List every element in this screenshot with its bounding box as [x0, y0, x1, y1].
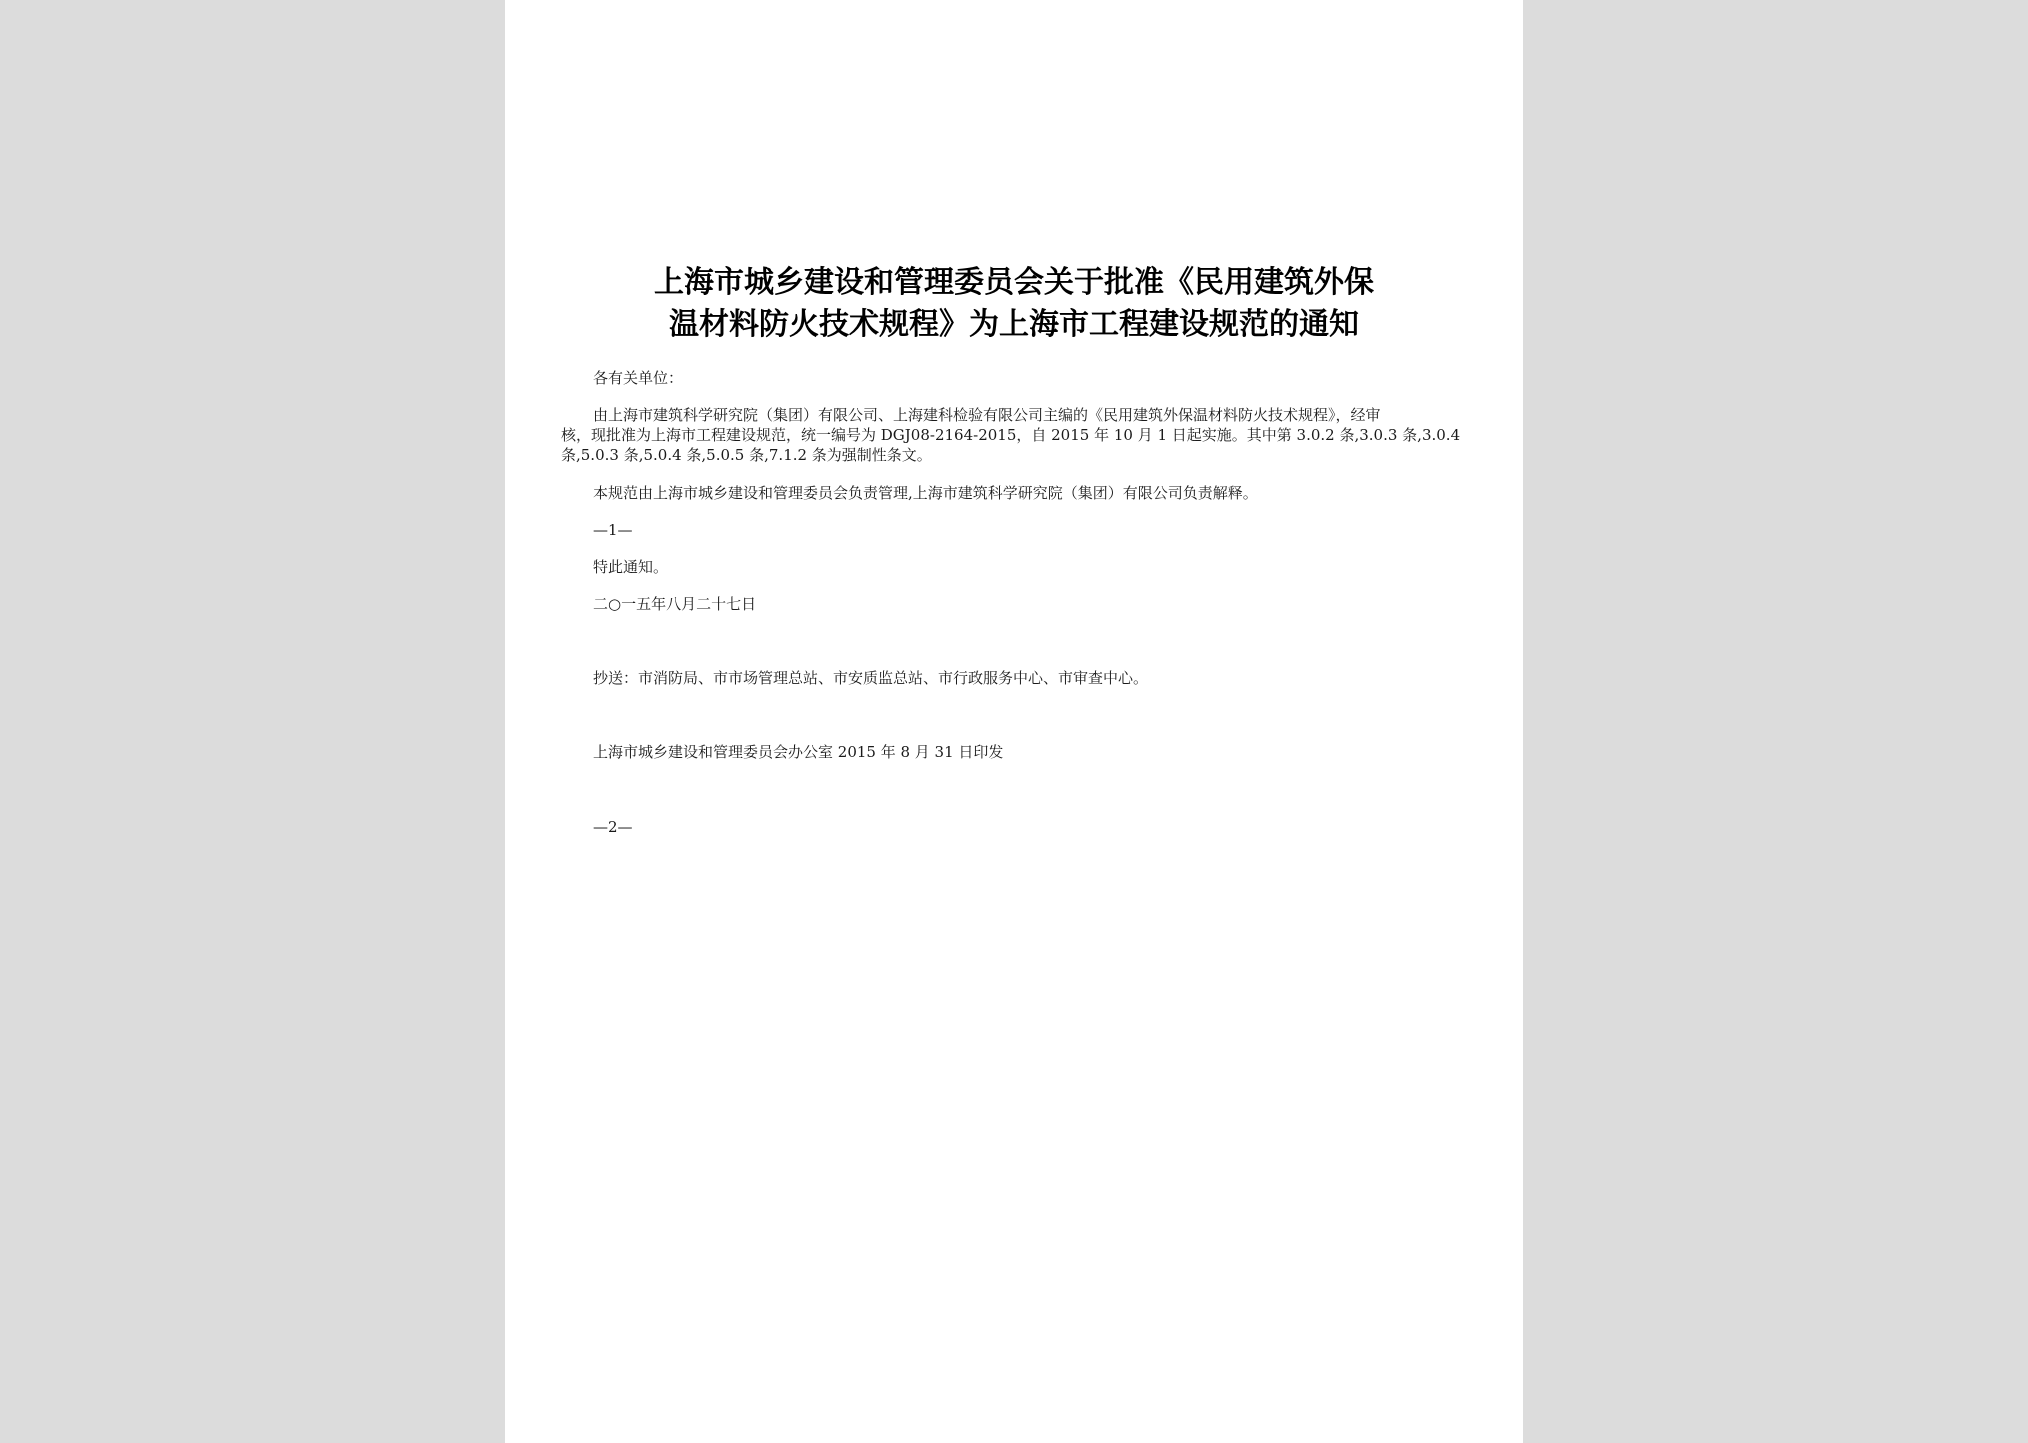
- paragraph-approval-line-2: 核，现批准为上海市工程建设规范，统一编号为 DGJ08-2164-2015，自 2015 年 10 月 1 日起实施。其中第 3.0.2 条,3.0.3 条,3.0.4: [561, 426, 1461, 444]
- paragraph-approval-line-3: 条,5.0.3 条,5.0.4 条,5.0.5 条,7.1.2 条为强制性条文。: [561, 446, 932, 464]
- salutation: 各有关单位：: [593, 369, 684, 387]
- issue-date: 二○一五年八月二十七日: [593, 595, 757, 613]
- paragraph-management: 本规范由上海市城乡建设和管理委员会负责管理,上海市建筑科学研究院（集团）有限公司负责解释。: [593, 484, 1258, 502]
- paragraph-approval: [561, 405, 1471, 465]
- document-title: [565, 262, 1463, 346]
- page-marker-2: —2—: [593, 818, 633, 836]
- cc-list: 抄送：市消防局、市市场管理总站、市安质监总站、市行政服务中心、市审查中心。: [593, 669, 1149, 687]
- title-line-2: 温材料防火技术规程》为上海市工程建设规范的通知: [669, 307, 1359, 342]
- issuer-line: 上海市城乡建设和管理委员会办公室 2015 年 8 月 31 日印发: [593, 743, 1004, 761]
- document-page: [505, 0, 1523, 1443]
- page-marker-1: —1—: [593, 521, 633, 539]
- paragraph-approval-line-1: 由上海市建筑科学研究院（集团）有限公司、上海建科检验有限公司主编的《民用建筑外保温材料防火技术规程》，经审: [593, 406, 1381, 424]
- closing-text: 特此通知。: [593, 558, 669, 576]
- title-line-1: 上海市城乡建设和管理委员会关于批准《民用建筑外保: [654, 265, 1374, 300]
